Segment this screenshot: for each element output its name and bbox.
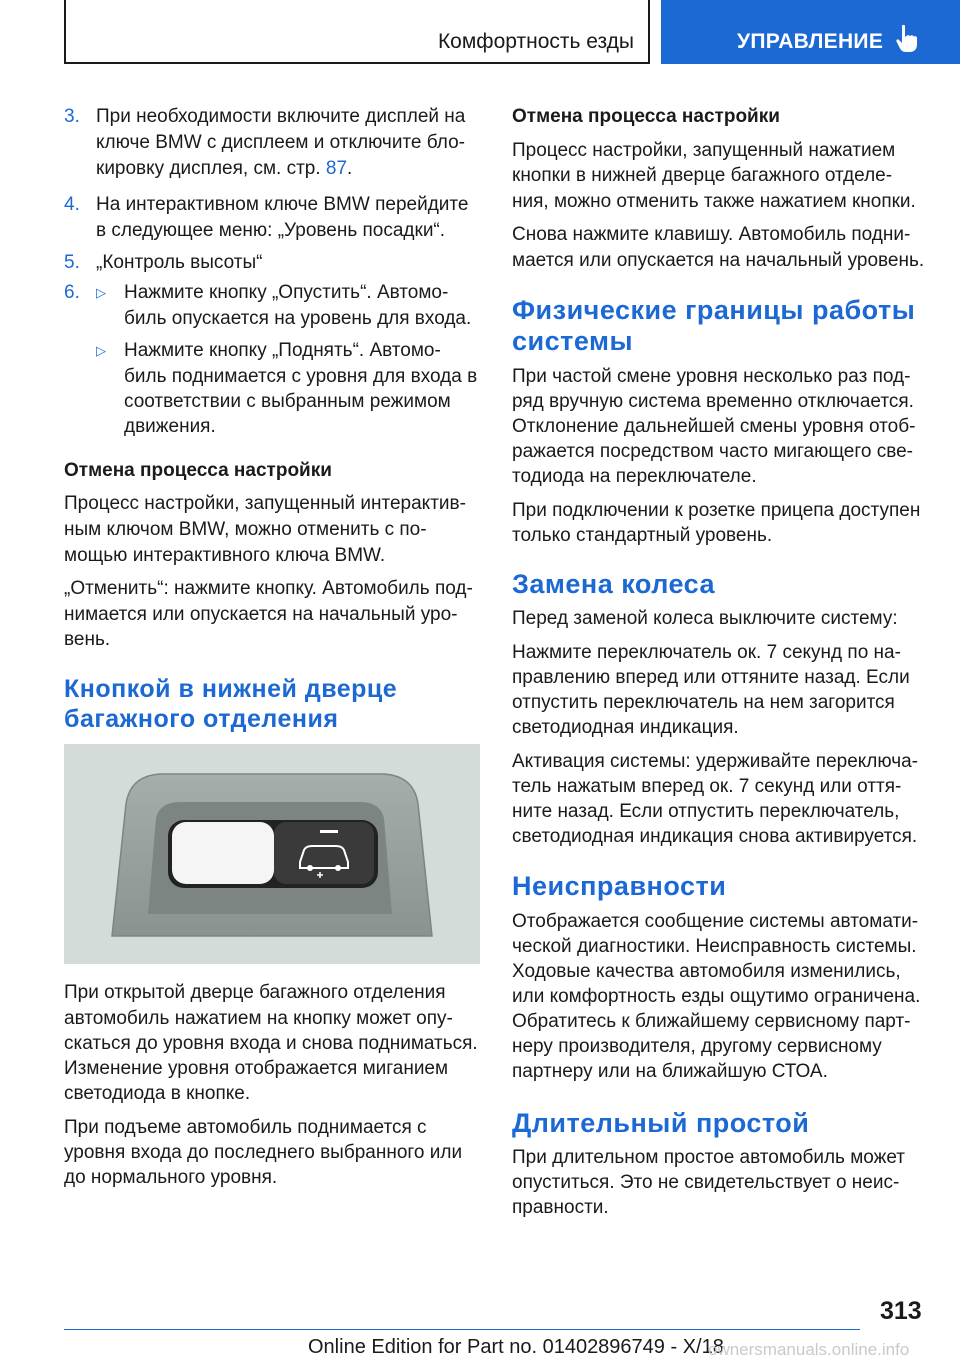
body-text-line: Процесс настройки, запущенный нажатием — [512, 140, 896, 161]
step-number: 6. — [64, 282, 80, 303]
body-text-line: При частой смене уровня несколько раз под- — [512, 366, 911, 387]
subheading: Отмена процесса настройки — [64, 460, 332, 481]
section-title: Неисправности — [512, 871, 727, 901]
body-text-line: Отображается сообщение системы автомати- — [512, 911, 919, 932]
watermark: ownersmanuals.online.info — [708, 1340, 910, 1359]
body-text-line: светодиодная индикация. — [512, 717, 739, 738]
body-text-line: Обратитесь к ближайшему сервисному парт- — [512, 1011, 911, 1032]
body-text-line: тель нажатым вперед ок. 7 секунд или оття- — [512, 776, 902, 797]
body-text-line: правности. — [512, 1197, 609, 1218]
body-text-line: При подъеме автомобиль поднимается с — [64, 1117, 427, 1138]
body-text-line: Изменение уровня отображается миганием — [64, 1058, 449, 1079]
body-text-line: Активация системы: удерживайте переключа- — [512, 751, 919, 772]
body-text-line: мощью интерактивного ключа BMW. — [64, 545, 386, 566]
section-title: Кнопкой в нижней дверце — [64, 675, 398, 703]
step-text-line: ключе BMW с дисплеем и отключите бло- — [96, 132, 465, 153]
section-title: системы — [512, 326, 634, 356]
step-text-line: кировку дисплея, см. стр. 87. — [96, 158, 353, 179]
bullet-text-line: движения. — [124, 416, 216, 437]
edition-text: Online Edition for Part no. 01402896749 - X/18 — [308, 1336, 724, 1358]
step-number: 3. — [64, 106, 80, 127]
body-text-line: Отклонение дальнейшей смены уровня отоб- — [512, 416, 916, 437]
body-text-line: При длительном простое автомобиль может — [512, 1147, 905, 1168]
bullet-text-line: биль опускается на уровень для входа. — [124, 308, 472, 329]
body-text-line: Нажмите переключатель ок. 7 секунд по на- — [512, 642, 901, 663]
bullet-triangle-icon: ▷ — [96, 343, 106, 358]
bullet-text-line: Нажмите кнопку „Опустить“. Автомо- — [124, 282, 449, 303]
body-text-line: или комфортность езды ощутимо ограничена. — [512, 986, 921, 1007]
body-text-line: Процесс настройки, запущенный интерактив- — [64, 493, 466, 514]
header-chapter-title: УПРАВЛЕНИЕ — [737, 30, 884, 53]
section-title: Длительный простой — [512, 1108, 810, 1138]
page-number: 313 — [880, 1297, 922, 1325]
body-text-line: ния, можно отменить также нажатием кнопки. — [512, 191, 916, 212]
header-section-title: Комфортность езды — [437, 30, 634, 53]
body-text-line: Перед заменой колеса выключите систему: — [512, 608, 898, 629]
footer-edition — [308, 1336, 724, 1359]
body-text-line: Ходовые качества автомобиля изменились, — [512, 961, 901, 982]
body-text-line: ражается посредством часто мигающего све- — [512, 441, 913, 462]
footer-divider — [64, 1329, 860, 1330]
section-title: Физические границы работы — [512, 295, 916, 325]
body-text-line: тодиода на переключателе. — [512, 466, 757, 487]
body-text-line: светодиодная индикация снова активируется. — [512, 826, 918, 847]
hand-pointer-icon — [894, 24, 920, 54]
body-text-line: При открытой дверце багажного отделения — [64, 982, 446, 1003]
page-reference-link[interactable]: 87 — [325, 158, 348, 179]
header-section-box — [64, 0, 650, 64]
bullet-text-line: биль поднимается с уровня для входа в — [124, 366, 478, 387]
body-text-line: ряд вручную система временно отключается. — [512, 391, 914, 412]
body-text-line: автомобиль нажатием на кнопку может опу- — [64, 1008, 453, 1029]
step-number: 4. — [64, 194, 80, 215]
body-text-line: При подключении к розетке прицепа доступен — [512, 500, 921, 521]
body-text-line: партнеру или на ближайшую СТОА. — [512, 1061, 828, 1082]
body-text-line: уровня входа до последнего выбранного или — [64, 1142, 463, 1163]
body-text-line: опуститься. Это не свидетельствует о неис- — [512, 1172, 900, 1193]
body-text-line: ным ключом BMW, можно отменить с по- — [64, 519, 427, 540]
step-text-line: в следующее меню: „Уровень посадки“. — [96, 220, 446, 241]
step-text-line: На интерактивном ключе BMW перейдите — [96, 194, 469, 215]
body-text-line: кнопки в нижней дверце багажного отделе- — [512, 165, 893, 186]
step-text-line: При необходимости включите дисплей на — [96, 106, 466, 127]
step-text-line: „Контроль высоты“ — [96, 252, 263, 273]
body-text-line: мается или опускается на начальный уровень. — [512, 250, 925, 271]
bullet-triangle-icon: ▷ — [96, 285, 106, 300]
bullet-text-line: Нажмите кнопку „Поднять“. Автомо- — [124, 340, 441, 361]
body-text-line: Снова нажмите клавишу. Автомобиль подни- — [512, 224, 911, 245]
tailgate-button-illustration — [64, 744, 480, 964]
body-text-line: ните назад. Если отпустить переключатель, — [512, 801, 900, 822]
body-text-line: вень. — [64, 629, 111, 650]
body-text-line: скаться до уровня входа и снова подниматься. — [64, 1033, 478, 1054]
section-title: багажного отделения — [64, 705, 339, 733]
body-text-line: светодиода в кнопке. — [64, 1083, 251, 1104]
body-text-line: только стандартный уровень. — [512, 525, 773, 546]
subheading: Отмена процесса настройки — [512, 106, 780, 127]
body-text-line: отпустить переключатель на нем загорится — [512, 692, 895, 713]
body-text-line: неру производителя, другому сервисному — [512, 1036, 882, 1057]
body-text-line: правлению вперед или оттяните назад. Если — [512, 667, 910, 688]
bullet-text-line: соответствии с выбранным режимом — [124, 391, 451, 412]
body-text-line: нимается или опускается на начальный уро- — [64, 604, 458, 625]
step-number: 5. — [64, 252, 80, 273]
body-text-line: ческой диагностики. Неисправность системы. — [512, 936, 917, 957]
body-text-line: „Отменить“: нажмите кнопку. Автомобиль под- — [64, 578, 473, 599]
section-title: Замена колеса — [512, 569, 716, 599]
body-text-line: до нормального уровня. — [64, 1167, 278, 1188]
